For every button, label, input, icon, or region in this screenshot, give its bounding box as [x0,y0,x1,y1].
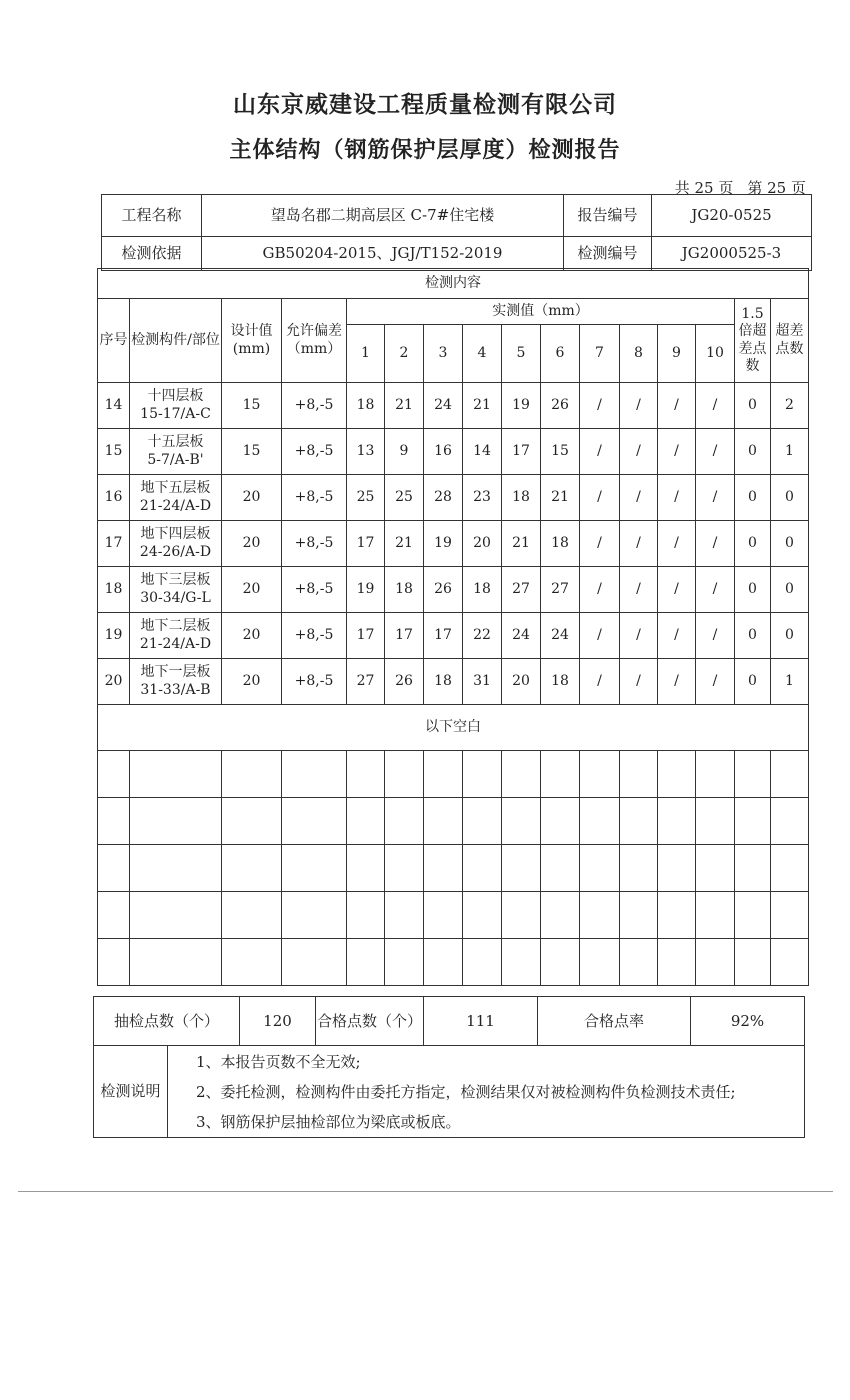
empty-cell [282,751,347,798]
empty-cell [620,751,658,798]
table-row [98,659,809,705]
empty-cell [347,798,385,845]
header-over-1-5: 1.5倍超差点数 [735,299,771,383]
row-measured-value: 24 [541,613,580,659]
component-name: 地下一层板 [140,664,211,680]
basis-label: 检测依据 [102,237,202,271]
table-row [98,521,809,567]
row-component [130,567,222,613]
empty-cell [541,892,580,939]
empty-row [98,939,809,986]
empty-cell [620,845,658,892]
component-name: 地下四层板 [140,526,211,542]
empty-cell [771,939,809,986]
empty-cell [658,798,696,845]
test-no-value: JG2000525-3 [652,237,812,271]
empty-cell [282,845,347,892]
row-measured-value: / [658,521,696,567]
row-measured-value: / [696,567,735,613]
row-over: 1 [771,429,809,475]
empty-cell [98,939,130,986]
row-design-value: 20 [222,613,282,659]
row-over: 2 [771,383,809,429]
row-over: 0 [771,567,809,613]
notes-label: 检测说明 [94,1046,168,1138]
row-measured-value: 20 [502,659,541,705]
company-name: 山东京威建设工程质量检测有限公司 [233,92,617,118]
measure-index-6: 6 [541,325,580,383]
empty-cell [347,845,385,892]
empty-row [98,892,809,939]
row-measured-value: 27 [502,567,541,613]
empty-cell [424,798,463,845]
row-measured-value: 17 [424,613,463,659]
empty-cell [580,845,620,892]
row-measured-value: 16 [424,429,463,475]
measure-index-3: 3 [424,325,463,383]
empty-cell [385,892,424,939]
row-measured-value: 21 [502,521,541,567]
row-measured-value: 26 [541,383,580,429]
row-measured-value: 21 [463,383,502,429]
header-component: 检测构件/部位 [130,299,222,383]
info-table [101,194,812,271]
row-over-1-5: 0 [735,659,771,705]
empty-cell [98,892,130,939]
component-location: 5-7/A-B' [147,451,204,468]
report-title: 主体结构（钢筋保护层厚度）检测报告 [229,138,621,163]
empty-cell [130,939,222,986]
row-measured-value: / [620,475,658,521]
row-measured-value: / [696,475,735,521]
row-measured-value: 31 [463,659,502,705]
empty-cell [620,939,658,986]
component-location: 31-33/A-B [140,681,211,698]
table-row [98,475,809,521]
empty-cell [696,939,735,986]
row-measured-value: / [580,659,620,705]
row-measured-value: 26 [385,659,424,705]
row-measured-value: / [696,659,735,705]
row-measured-value: 22 [463,613,502,659]
row-measured-value: / [696,429,735,475]
row-measured-value: 17 [347,521,385,567]
row-over-1-5: 0 [735,521,771,567]
empty-cell [98,845,130,892]
empty-cell [502,939,541,986]
row-over-1-5: 0 [735,383,771,429]
report-no-label: 报告编号 [564,195,652,237]
row-measured-value: / [620,521,658,567]
empty-cell [222,798,282,845]
page-total: 共 25 页 [674,179,734,197]
empty-cell [658,845,696,892]
header-design: 设计值(mm) [222,299,282,383]
row-measured-value: 13 [347,429,385,475]
measure-index-8: 8 [620,325,658,383]
empty-cell [347,751,385,798]
sample-count-label: 抽检点数（个） [94,997,240,1046]
row-measured-value: / [658,429,696,475]
row-design-value: 20 [222,475,282,521]
row-measured-value: 19 [424,521,463,567]
row-component [130,521,222,567]
empty-cell [463,751,502,798]
empty-cell [424,892,463,939]
row-over: 0 [771,521,809,567]
empty-cell [541,939,580,986]
table-row [98,429,809,475]
test-no-label: 检测编号 [564,237,652,271]
empty-cell [130,751,222,798]
pass-rate-value: 92% [691,997,805,1046]
header-seq: 序号 [98,299,130,383]
project-name-value: 望岛名郡二期高层区 C-7#住宅楼 [202,195,564,237]
empty-row [98,798,809,845]
row-tolerance: +8,-5 [282,383,347,429]
empty-cell [130,845,222,892]
row-measured-value: 27 [347,659,385,705]
empty-cell [222,751,282,798]
row-measured-value: 27 [541,567,580,613]
row-measured-value: 18 [424,659,463,705]
row-measured-value: / [696,521,735,567]
component-location: 15-17/A-C [140,405,211,422]
row-measured-value: 24 [424,383,463,429]
empty-cell [98,798,130,845]
row-measured-value: / [580,383,620,429]
component-name: 十五层板 [147,434,204,450]
row-measured-value: / [658,613,696,659]
row-measured-value: 25 [347,475,385,521]
section-title: 检测内容 [98,269,809,299]
measure-index-4: 4 [463,325,502,383]
table-row [98,613,809,659]
empty-cell [658,939,696,986]
empty-cell [222,845,282,892]
empty-cell [696,751,735,798]
empty-cell [696,892,735,939]
row-seq: 19 [98,613,130,659]
row-seq: 14 [98,383,130,429]
row-seq: 15 [98,429,130,475]
empty-cell [424,939,463,986]
empty-cell [771,845,809,892]
row-measured-value: 18 [541,521,580,567]
empty-cell [385,751,424,798]
row-seq: 16 [98,475,130,521]
measure-index-10: 10 [696,325,735,383]
empty-cell [541,751,580,798]
empty-cell [580,892,620,939]
empty-cell [424,751,463,798]
row-tolerance: +8,-5 [282,429,347,475]
row-over-1-5: 0 [735,429,771,475]
row-component [130,659,222,705]
empty-cell [502,845,541,892]
bottom-divider [18,1191,833,1192]
row-measured-value: 21 [385,521,424,567]
row-tolerance: +8,-5 [282,613,347,659]
row-measured-value: / [580,613,620,659]
empty-cell [463,892,502,939]
empty-cell [580,751,620,798]
row-measured-value: / [580,429,620,475]
empty-cell [385,798,424,845]
row-component [130,383,222,429]
header-tolerance: 允许偏差（mm） [282,299,347,383]
header-over: 超差点数 [771,299,809,383]
empty-cell [463,845,502,892]
row-measured-value: 15 [541,429,580,475]
empty-cell [620,892,658,939]
table-row [98,567,809,613]
basis-value: GB50204-2015、JGJ/T152-2019 [202,237,564,271]
measure-index-9: 9 [658,325,696,383]
empty-cell [385,939,424,986]
note-item: 3、钢筋保护层抽检部位为梁底或板底。 [196,1112,461,1131]
row-measured-value: / [620,659,658,705]
row-component [130,429,222,475]
empty-cell [658,892,696,939]
row-design-value: 20 [222,659,282,705]
row-tolerance: +8,-5 [282,521,347,567]
pass-count-label: 合格点数（个） [316,997,424,1046]
row-design-value: 15 [222,429,282,475]
empty-cell [735,751,771,798]
empty-cell [771,798,809,845]
row-over: 1 [771,659,809,705]
row-measured-value: 18 [463,567,502,613]
row-tolerance: +8,-5 [282,475,347,521]
notes-content [168,1046,805,1138]
row-component [130,475,222,521]
empty-cell [541,845,580,892]
row-over: 0 [771,613,809,659]
row-measured-value: 28 [424,475,463,521]
measurement-table [97,268,809,986]
row-measured-value: 25 [385,475,424,521]
row-over: 0 [771,475,809,521]
table-row [98,383,809,429]
row-measured-value: / [658,475,696,521]
empty-cell [347,939,385,986]
empty-cell [735,798,771,845]
empty-cell [282,892,347,939]
row-measured-value: / [696,613,735,659]
component-location: 30-34/G-L [140,589,211,606]
pass-rate-label: 合格点率 [538,997,691,1046]
empty-cell [385,845,424,892]
row-design-value: 20 [222,521,282,567]
row-measured-value: / [620,567,658,613]
row-measured-value: 21 [541,475,580,521]
empty-cell [222,939,282,986]
sample-count-value: 120 [240,997,316,1046]
row-measured-value: 19 [502,383,541,429]
row-measured-value: / [696,383,735,429]
empty-cell [424,845,463,892]
measure-index-1: 1 [347,325,385,383]
row-measured-value: 19 [347,567,385,613]
header-measured: 实测值（mm） [347,299,735,325]
row-design-value: 15 [222,383,282,429]
empty-row [98,751,809,798]
note-item: 2、委托检测，检测构件由委托方指定，检测结果仅对被检测构件负检测技术责任; [196,1082,736,1101]
measure-index-2: 2 [385,325,424,383]
page-current: 第 25 页 [747,179,806,197]
notes-table [93,1045,805,1138]
row-measured-value: 18 [541,659,580,705]
empty-row [98,845,809,892]
measure-index-5: 5 [502,325,541,383]
row-measured-value: 18 [502,475,541,521]
empty-cell [696,798,735,845]
report-no-value: JG20-0525 [652,195,812,237]
empty-cell [735,892,771,939]
row-measured-value: 9 [385,429,424,475]
row-measured-value: 17 [347,613,385,659]
empty-cell [620,798,658,845]
row-measured-value: / [620,383,658,429]
row-measured-value: / [580,475,620,521]
empty-cell [282,939,347,986]
row-seq: 17 [98,521,130,567]
row-tolerance: +8,-5 [282,567,347,613]
row-measured-value: / [658,659,696,705]
component-name: 地下五层板 [140,480,211,496]
row-design-value: 20 [222,567,282,613]
empty-cell [502,892,541,939]
component-name: 十四层板 [147,388,204,404]
row-seq: 20 [98,659,130,705]
row-measured-value: 21 [385,383,424,429]
row-measured-value: 18 [347,383,385,429]
row-measured-value: / [658,567,696,613]
row-measured-value: / [658,383,696,429]
empty-cell [130,798,222,845]
row-over-1-5: 0 [735,475,771,521]
row-measured-value: 14 [463,429,502,475]
measure-index-7: 7 [580,325,620,383]
empty-cell [735,845,771,892]
empty-cell [658,751,696,798]
empty-cell [580,798,620,845]
component-name: 地下三层板 [140,572,211,588]
row-measured-value: 23 [463,475,502,521]
pass-count-value: 111 [424,997,538,1046]
row-measured-value: 18 [385,567,424,613]
empty-cell [771,892,809,939]
summary-table [93,996,805,1046]
row-measured-value: 20 [463,521,502,567]
empty-cell [347,892,385,939]
empty-cell [502,751,541,798]
empty-cell [222,892,282,939]
empty-cell [735,939,771,986]
note-item: 1、本报告页数不全无效; [196,1052,361,1071]
component-location: 24-26/A-D [139,543,212,560]
row-component [130,613,222,659]
empty-cell [463,939,502,986]
empty-cell [98,751,130,798]
row-measured-value: 17 [385,613,424,659]
row-measured-value: / [580,521,620,567]
row-measured-value: / [620,429,658,475]
empty-cell [463,798,502,845]
empty-cell [696,845,735,892]
blank-below-text: 以下空白 [98,705,809,751]
project-name-label: 工程名称 [102,195,202,237]
row-over-1-5: 0 [735,613,771,659]
component-name: 地下二层板 [140,618,211,634]
empty-cell [282,798,347,845]
empty-cell [580,939,620,986]
empty-cell [541,798,580,845]
row-measured-value: 17 [502,429,541,475]
row-seq: 18 [98,567,130,613]
empty-cell [771,751,809,798]
row-measured-value: / [580,567,620,613]
row-measured-value: / [620,613,658,659]
row-measured-value: 24 [502,613,541,659]
component-location: 21-24/A-D [139,497,212,514]
component-location: 21-24/A-D [139,635,212,652]
empty-cell [502,798,541,845]
empty-cell [130,892,222,939]
row-over-1-5: 0 [735,567,771,613]
row-tolerance: +8,-5 [282,659,347,705]
row-measured-value: 26 [424,567,463,613]
